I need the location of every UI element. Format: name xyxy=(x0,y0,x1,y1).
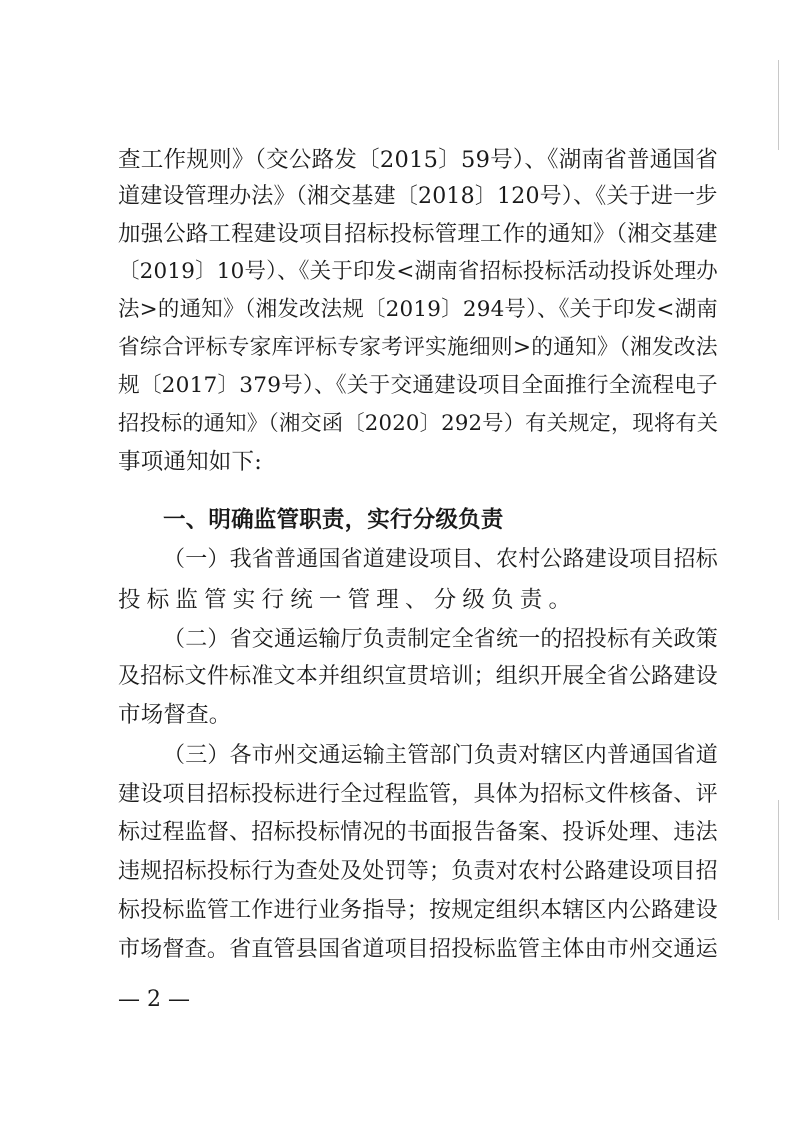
text-line: 加强公路工程建设项目招标投标管理工作的通知》（湘交基建 xyxy=(118,221,718,247)
text-line: 〔2019〕10号）、《关于印发<湖南省招标投标活动投诉处理办 xyxy=(118,259,718,284)
text-line: 标投标监管工作进行业务指导；按规定组织本辖区内公路建设 xyxy=(118,898,718,923)
scan-edge-mark xyxy=(778,800,779,920)
scan-edge-mark xyxy=(778,60,779,150)
text-line: 招投标的通知》（湘交函〔2020〕292号）有关规定，现将有关 xyxy=(118,411,719,436)
text-line: 省综合评标专家库评标专家考评实施细则>的通知》（湘发改法 xyxy=(118,335,718,360)
text-line: （二）省交通运输厅负责制定全省统一的招投标有关政策 xyxy=(163,627,719,652)
text-line: 市场督查。省直管县国省道项目招投标监管主体由市州交通运 xyxy=(118,937,718,962)
text-line: 法>的通知》（湘发改法规〔2019〕294号）、《关于印发<湖南 xyxy=(118,297,718,322)
text-line: 违规招标投标行为查处及处罚等；负责对农村公路建设项目招 xyxy=(118,859,718,884)
text-line: 查工作规则》（交公路发〔2015〕59号）、《湖南省普通国省 xyxy=(118,147,719,173)
section-heading: 一、明确监管职责，实行分级负责 xyxy=(163,507,504,533)
text-line: （一）我省普通国省道建设项目、农村公路建设项目招标 xyxy=(163,547,719,572)
text-line: 道建设管理办法》（湘交基建〔2018〕120号）、《关于进一步 xyxy=(118,184,718,209)
text-line: 事项通知如下: xyxy=(118,449,262,475)
page-number: — 2 — xyxy=(118,987,190,1012)
text-line: 市场督查。 xyxy=(118,702,232,728)
text-line: 投标监管实行统一管理、分级负责。 xyxy=(118,587,578,613)
text-line: 及招标文件标准文本并组织宣贯培训；组织开展全省公路建设 xyxy=(118,664,718,689)
text-line: 建设项目招标投标进行全过程监管，具体为招标文件核备、评 xyxy=(118,782,718,807)
text-line: 规〔2017〕379号）、《关于交通建设项目全面推行全流程电子 xyxy=(118,373,718,398)
text-line: （三）各市州交通运输主管部门负责对辖区内普通国省道 xyxy=(163,743,719,768)
text-line: 标过程监督、招标投标情况的书面报告备案、投诉处理、违法 xyxy=(118,820,718,845)
